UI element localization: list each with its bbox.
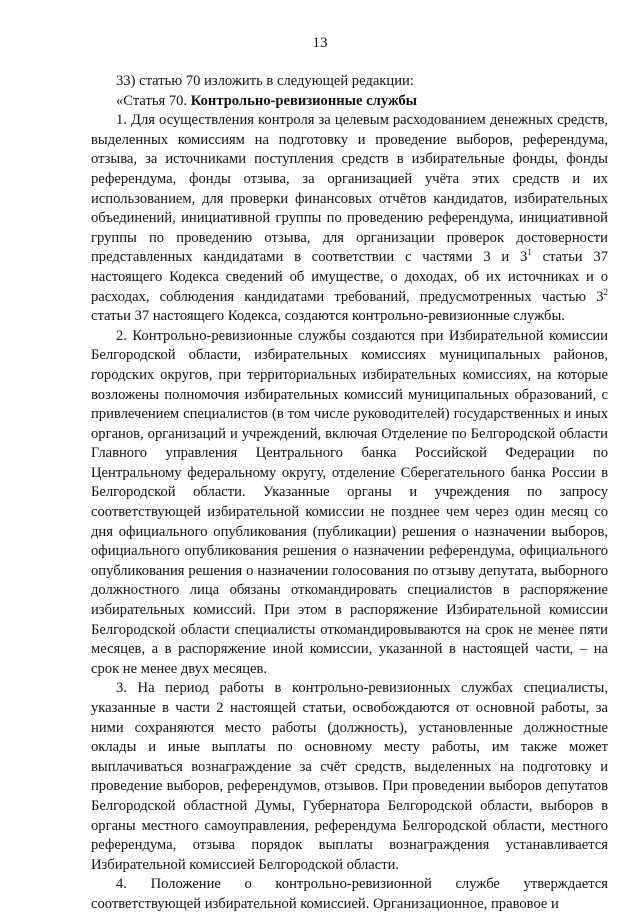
article-heading: [91, 92, 608, 112]
paragraph-1-text-b: статьи 37 настоящего Кодекса сведений об имуществе, о доходах, об их источниках и о расходах, соблюдения кандидатами требований, предусмотренных частью 3: [91, 249, 608, 305]
paragraph-1: [91, 111, 608, 327]
article-number: «Статья 70.: [116, 92, 191, 109]
document-body: [91, 72, 608, 915]
page-number: 13: [312, 35, 328, 51]
superscript-2: 2: [603, 286, 608, 297]
paragraph-3: 3. На период работы в контрольно-ревизионных службах специалисты, указанные в части 2 настоящей статьи, освобождаются от основной работы, за ними сохраняются место работы (должность), установленные должностные оклады и иные выплаты по основному месту работы, им также может выплачиваться вознаграждение за счёт средств, выделенных на подготовку и проведение выборов, референдумов, отзывов. При проведении выборов депутатов Белгородской областной Думы, Губернатора Белгородской области, выборов в органы местного самоуправления, референдума Белгородской области, местного референдума, отзыва порядок выплаты вознаграждения устанавливается Избирательной комиссией Белгородской области.: [91, 680, 608, 873]
superscript-1: 1: [527, 247, 532, 258]
paragraph-1-text-c: статьи 37 настоящего Кодекса, создаются контрольно-ревизионные службы.: [91, 308, 565, 325]
paragraph-4: 4. Положение о контрольно-ревизионной службе утверждается соответствующей избирательной комиссией. Организационное, правовое и: [91, 876, 608, 912]
paragraph-1-text-a: 1. Для осуществления контроля за целевым расходованием денежных средств, выделенных комиссиям на подготовку и проведение выборов, референдума, отзыва, за источниками поступления средств в избирательные фонды, фонды референдума, фонды отзыва, за организацией учёта этих средств и их использованием, для проверки финансовых отчётов кандидатов, избирательных объединений, инициативной группы по проведению референдума, инициативной группы по проведению отзыва, для организации проверок достоверности представленных кандидатами в соответствии с частями 3 и 3: [91, 112, 608, 266]
paragraph-2: 2. Контрольно-ревизионные службы создаются при Избирательной комиссии Белгородской области, избирательных комиссиях муниципальных районов, городских округов, при территориальных избирательных комиссиях, на которые возложены полномочия избирательных комиссий муниципальных образований, с привлечением специалистов (в том числе руководителей) государственных и иных органов, организаций и учреждений, включая Отделение по Белгородской области Главного управления Центрального банка Российской Федерации по Центральному федеральному округу, отделение Сберегательного банка России в Белгородской области. Указанные органы и учреждения по запросу соответствующей избирательной комиссии не позднее чем через один месяц со дня официального опубликования (публикации) решения о назначении выборов, официального опубликования решения о назначении референдума, официального опубликования решения о назначении голосования по отзыву депутата, выборного должностного лица обязаны откомандировать специалистов в распоряжение избирательных комиссий. При этом в распоряжение Избирательной комиссии Белгородской области специалисты откомандировываются на срок не менее пяти месяцев, а в распоряжение иной комиссии, указанной в настоящей части, – на срок не менее двух месяцев.: [91, 327, 608, 677]
amendment-intro: 33) статью 70 изложить в следующей редакции:: [116, 73, 414, 89]
article-title: Контрольно-ревизионные службы: [190, 92, 418, 109]
